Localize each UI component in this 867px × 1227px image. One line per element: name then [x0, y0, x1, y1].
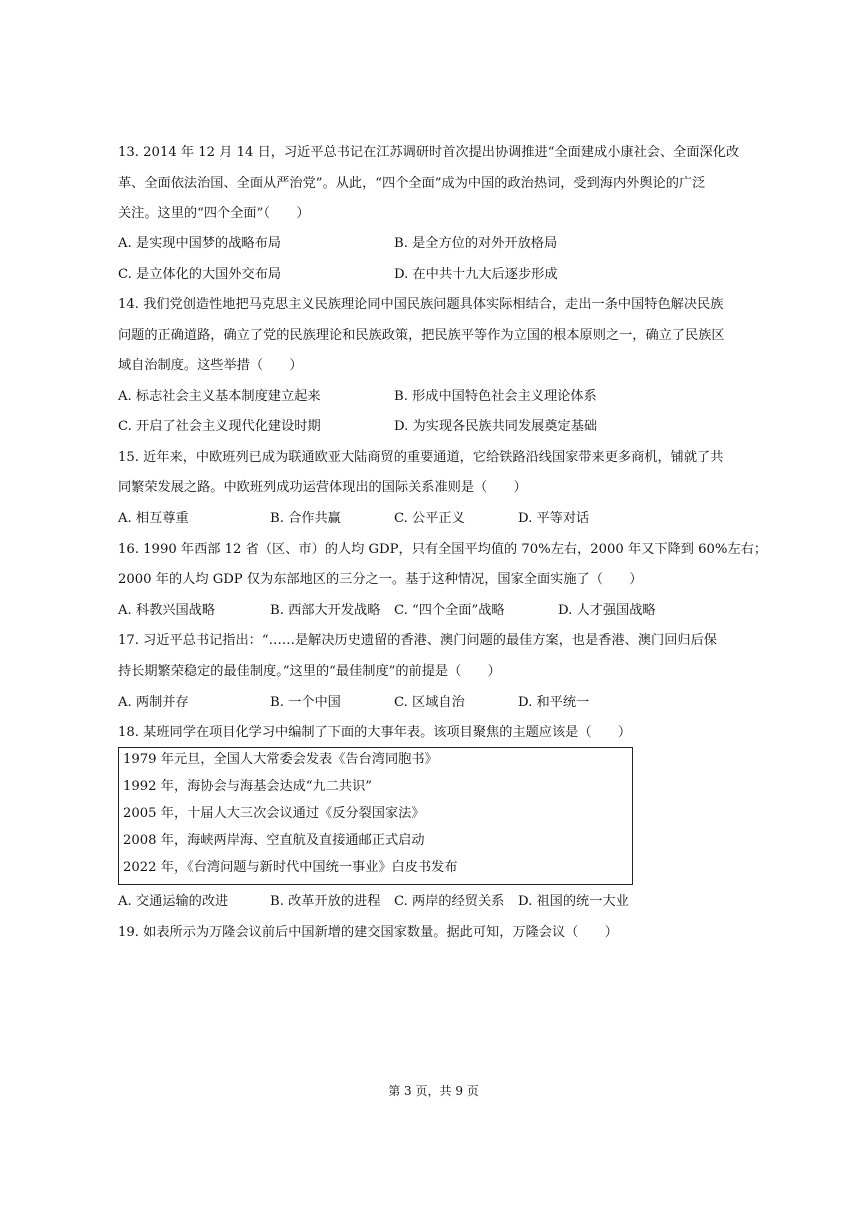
- question-13-option-a: A. 是实现中国梦的战略布局: [118, 236, 281, 251]
- question-18-option-b: B. 改革开放的进程: [270, 894, 381, 909]
- question-13-line-2: 革、全面依法治国、全面从严治党”。从此，“四个全面”成为中国的政治热词，受到海内外舆论的广泛: [118, 176, 706, 191]
- question-14-line-1: 14. 我们党创造性地把马克思主义民族理论同中国民族问题具体实际相结合，走出一条中国特色解决民族: [118, 297, 724, 312]
- question-17-line-1: 17. 习近平总书记指出：“……是解决历史遗留的香港、澳门问题的最佳方案，也是香港、澳门回归后保: [118, 633, 717, 648]
- question-18-option-c: C. 两岸的经贸关系: [394, 894, 505, 909]
- question-14-option-b: B. 形成中国特色社会主义理论体系: [394, 389, 597, 404]
- question-15-line-2: 同繁荣发展之路。中欧班列成功运营体现出的国际关系准则是（ ）: [118, 480, 527, 495]
- question-17-option-d: D. 和平统一: [518, 695, 590, 710]
- question-17-option-b: B. 一个中国: [270, 695, 341, 710]
- question-13-line-3: 关注。这里的“四个全面”（ ）: [118, 206, 310, 221]
- timeline-table: [118, 747, 633, 885]
- question-16-option-b: B. 西部大开发战略: [270, 603, 381, 618]
- question-17-option-a: A. 两制并存: [118, 695, 189, 710]
- question-13-line-1: 13. 2014 年 12 月 14 日，习近平总书记在江苏调研时首次提出协调推进“全面建成小康社会、全面深化改: [118, 145, 740, 160]
- question-14-line-2: 问题的正确道路，确立了党的民族理论和民族政策，把民族平等作为立国的根本原则之一，确立了民族区: [118, 328, 725, 343]
- question-13-option-b: B. 是全方位的对外开放格局: [394, 236, 558, 251]
- question-17-line-2: 持长期繁荣稳定的最佳制度。”这里的“最佳制度”的前提是（ ）: [118, 664, 501, 679]
- question-15-option-c: C. 公平正义: [394, 511, 465, 526]
- timeline-entry: 2022 年，《台湾问题与新时代中国统一事业》白皮书发布: [123, 860, 458, 875]
- timeline-entry: 1992 年，海协会与海基会达成“九二共识”: [123, 779, 373, 794]
- question-15-option-d: D. 平等对话: [518, 511, 590, 526]
- question-16-line-1: 16. 1990 年西部 12 省（区、市）的人均 GDP，只有全国平均值的 70%左右，2000 年又下降到 60%左右；: [118, 542, 768, 557]
- timeline-entry: 2005 年，十届人大三次会议通过《反分裂国家法》: [123, 806, 425, 821]
- question-15-line-1: 15. 近年来，中欧班列已成为联通欧亚大陆商贸的重要通道，它给铁路沿线国家带来更多商机，铺就了共: [118, 450, 724, 465]
- question-18-option-d: D. 祖国的统一大业: [518, 894, 629, 909]
- question-16-option-a: A. 科教兴国战略: [118, 603, 216, 618]
- question-14-option-c: C. 开启了社会主义现代化建设时期: [118, 419, 321, 434]
- question-18-line-1: 18. 某班同学在项目化学习中编制了下面的大事年表。该项目聚焦的主题应该是（ ）: [118, 725, 632, 740]
- question-15-option-b: B. 合作共赢: [270, 511, 341, 526]
- question-13-option-c: C. 是立体化的大国外交布局: [118, 267, 282, 282]
- question-14-line-3: 域自治制度。这些举措（ ）: [118, 358, 303, 373]
- timeline-entry: 1979 年元旦，全国人大常委会发表《告台湾同胞书》: [123, 752, 438, 767]
- question-16-option-d: D. 人才强国战略: [558, 603, 656, 618]
- question-13-option-d: D. 在中共十九大后逐步形成: [394, 267, 558, 282]
- question-16-option-c: C. “四个全面”战略: [394, 603, 505, 618]
- page-number-footer: 第 3 页，共 9 页: [388, 1084, 479, 1098]
- question-17-option-c: C. 区域自治: [394, 695, 465, 710]
- question-19-line-1: 19. 如表所示为万隆会议前后中国新增的建交国家数量。据此可知，万隆会议（ ）: [118, 925, 618, 940]
- question-15-option-a: A. 相互尊重: [118, 511, 189, 526]
- question-14-option-a: A. 标志社会主义基本制度建立起来: [118, 389, 321, 404]
- question-16-line-2: 2000 年的人均 GDP 仅为东部地区的三分之一。基于这种情况，国家全面实施了（ ）: [118, 572, 643, 587]
- question-14-option-d: D. 为实现各民族共同发展奠定基础: [394, 419, 598, 434]
- timeline-entry: 2008 年，海峡两岸海、空直航及直接通邮正式启动: [123, 833, 425, 848]
- question-18-option-a: A. 交通运输的改进: [118, 894, 229, 909]
